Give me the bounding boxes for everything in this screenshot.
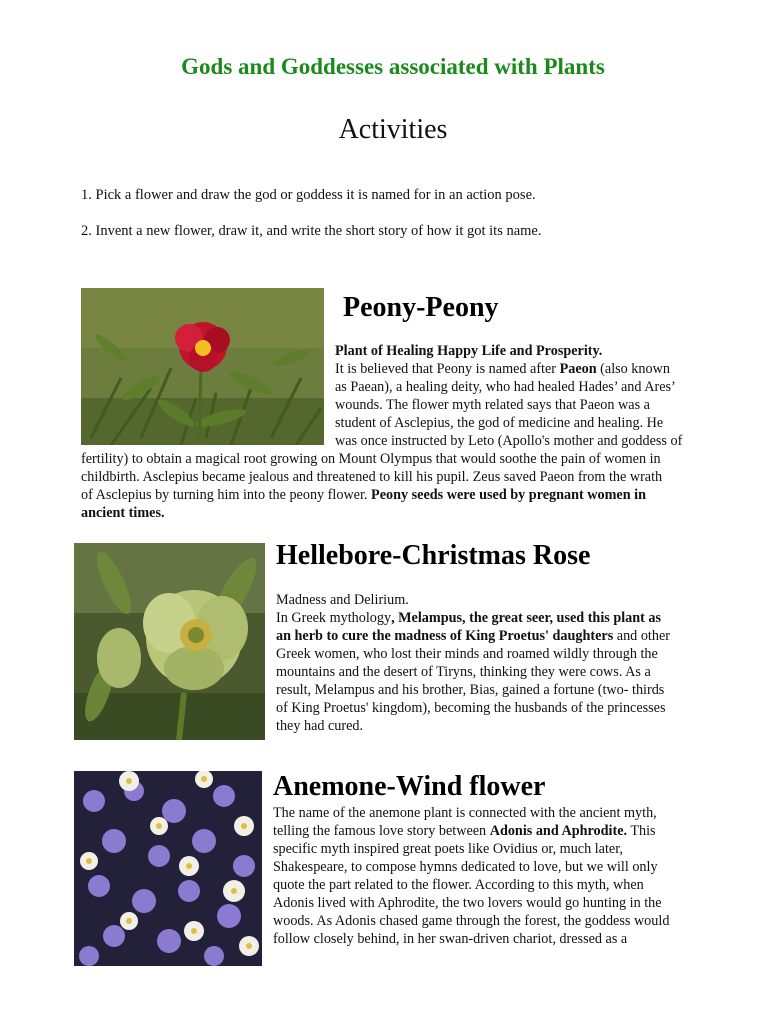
section-body-peony xyxy=(81,342,721,522)
text-run: This xyxy=(627,823,656,839)
body-line xyxy=(276,663,716,681)
body-line xyxy=(81,504,721,522)
body-line xyxy=(81,396,721,414)
text-run: In Greek mythology xyxy=(276,610,392,626)
text-run: Paeon xyxy=(559,361,597,377)
text-run: (also known xyxy=(596,361,670,377)
page-title: Gods and Goddesses associated with Plants xyxy=(181,54,605,79)
section-body-anemone xyxy=(273,804,713,948)
text-run: , Melampus, the great seer, used this plant as xyxy=(391,610,662,626)
text-run: mountains and the desert of Tiryns, thinking they were cows. As a xyxy=(276,664,651,680)
body-line xyxy=(81,486,721,504)
text-run: telling the famous love story between xyxy=(273,823,490,839)
body-line xyxy=(81,432,721,450)
body-line xyxy=(273,804,713,822)
text-run: as Paean), a healing deity, who had healed Hades’ and Ares’ xyxy=(335,379,676,395)
text-run: ancient times. xyxy=(81,505,165,521)
body-line xyxy=(276,645,716,663)
body-line xyxy=(276,609,716,627)
text-run: Plant of Healing Happy Life and Prosperity. xyxy=(335,343,603,359)
body-line xyxy=(81,342,721,360)
body-line xyxy=(81,360,721,378)
text-run: specific myth inspired great poets like Ovidius or, much later, xyxy=(273,841,623,857)
body-line xyxy=(81,468,721,486)
body-line xyxy=(273,858,713,876)
text-run: result, Melampus and his brother, Bias, gained a fortune (two- thirds xyxy=(276,682,665,698)
body-line xyxy=(276,699,716,717)
body-line xyxy=(273,912,713,930)
section-body-hellebore xyxy=(276,591,716,735)
text-run: Adonis and Aphrodite. xyxy=(489,823,628,839)
activity-item-1: 1. Pick a flower and draw the god or goddess it is named for in an action pose. xyxy=(81,187,536,203)
activities-heading: Activities xyxy=(338,114,448,145)
section-heading-hellebore: Hellebore-Christmas Rose xyxy=(276,540,591,571)
text-run: and other xyxy=(613,628,670,644)
text-run: of Asclepius by turning him into the peony flower. xyxy=(81,487,372,503)
text-run: It is believed that Peony is named after xyxy=(335,361,560,377)
hellebore-flower-photo xyxy=(74,543,265,740)
text-run: quote the part related to the flower. According to this myth, when xyxy=(273,877,644,893)
text-run: Peony seeds were used by pregnant women in xyxy=(371,487,646,503)
text-run: they had cured. xyxy=(276,718,364,734)
body-line xyxy=(273,876,713,894)
body-line xyxy=(81,450,721,468)
body-line xyxy=(273,930,713,948)
body-line xyxy=(273,894,713,912)
text-run: wounds. The flower myth related says that Paeon was a xyxy=(335,397,650,413)
anemone-flower-photo xyxy=(74,771,262,966)
text-run: fertility) to obtain a magical root growing on Mount Olympus that would soothe the pain of women in xyxy=(81,451,661,467)
body-line xyxy=(276,627,716,645)
text-run: an herb to cure the madness of King Proetus' daughters xyxy=(276,628,614,644)
body-line xyxy=(276,681,716,699)
text-run: Madness and Delirium. xyxy=(276,592,409,608)
text-run: woods. As Adonis chased game through the forest, the goddess would xyxy=(273,913,670,929)
body-line xyxy=(273,822,713,840)
body-line xyxy=(276,591,716,609)
text-run: Greek women, who lost their minds and roamed wildly through the xyxy=(276,646,658,662)
text-run: follow closely behind, in her swan-driven chariot, dressed as a xyxy=(273,931,628,947)
section-heading-peony: Peony-Peony xyxy=(343,292,499,323)
text-run: The name of the anemone plant is connected with the ancient myth, xyxy=(273,805,657,821)
text-run: Shakespeare, to compose hymns dedicated to love, but we will only xyxy=(273,859,658,875)
section-heading-anemone: Anemone-Wind flower xyxy=(273,771,546,802)
text-run: student of Asclepius, the god of medicine and healing. He xyxy=(335,415,664,431)
activity-item-2: 2. Invent a new flower, draw it, and write the short story of how it got its name. xyxy=(81,223,542,239)
body-line xyxy=(276,717,716,735)
body-line xyxy=(273,840,713,858)
text-run: of King Proetus' kingdom), becoming the husbands of the princesses xyxy=(276,700,666,716)
text-run: Adonis lived with Aphrodite, the two lovers would go hunting in the xyxy=(273,895,662,911)
body-line xyxy=(81,378,721,396)
text-run: was once instructed by Leto (Apollo's mother and goddess of xyxy=(335,433,683,449)
text-run: childbirth. Asclepius became jealous and threatened to kill his pupil. Zeus saved Paeon from the wrath xyxy=(81,469,663,485)
body-line xyxy=(81,414,721,432)
